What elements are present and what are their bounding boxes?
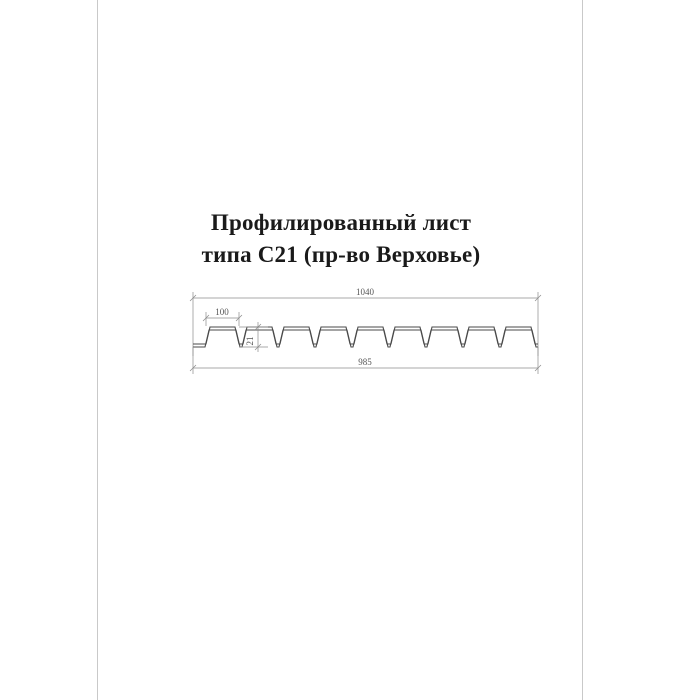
title-line-1: Профилированный лист	[210, 210, 472, 235]
dimension-label-useful-width: 985	[358, 357, 372, 367]
page-title	[98, 207, 584, 271]
drawing-sheet	[97, 0, 583, 700]
dimension-label-rib-pitch: 100	[215, 307, 229, 317]
title-line-2: типа С21 (пр-во Верховье)	[201, 242, 481, 267]
dimension-label-rib-height: 21	[245, 336, 255, 346]
profile-drawing	[98, 278, 584, 388]
dimension-label-total-width: 1040	[356, 287, 374, 297]
